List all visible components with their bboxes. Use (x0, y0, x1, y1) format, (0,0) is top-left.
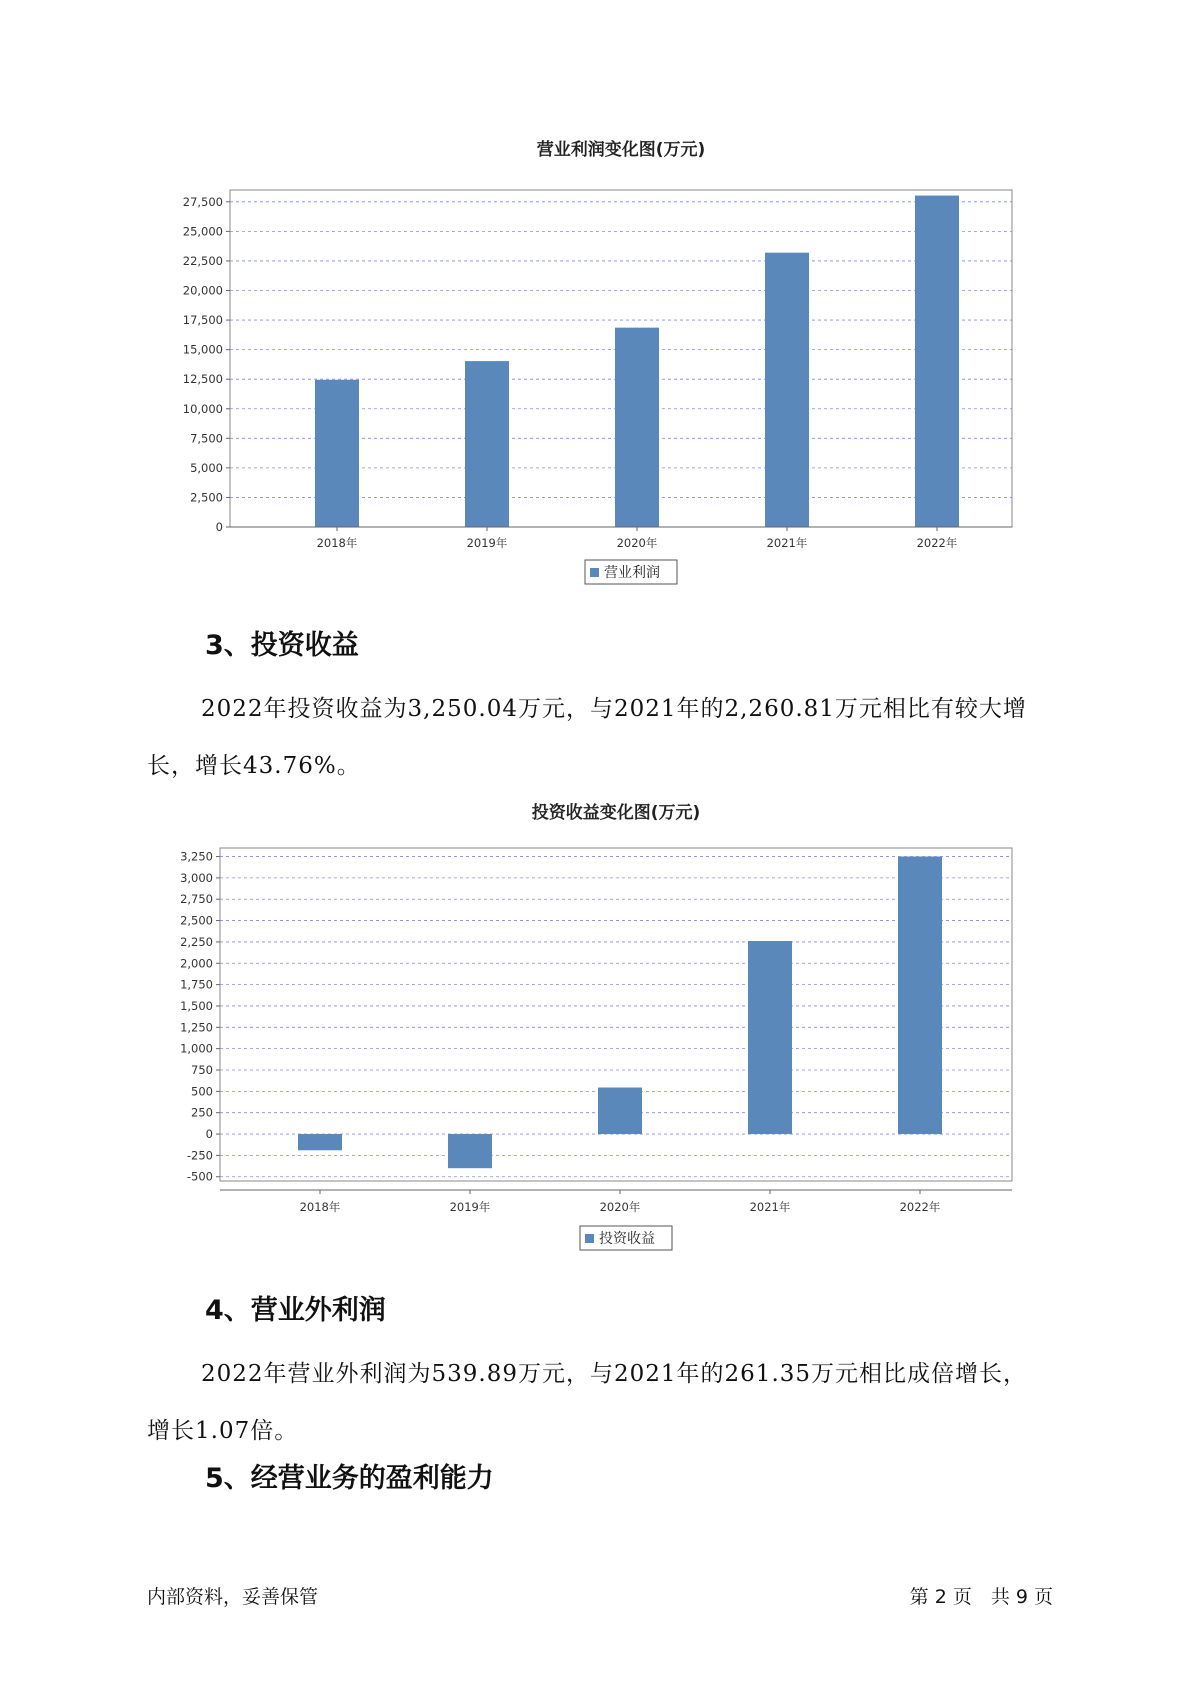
y-tick-label: 1,500 (180, 998, 213, 1013)
x-tick-label: 2021年 (766, 536, 808, 550)
y-tick-label: 20,000 (182, 283, 223, 298)
y-tick-label: 25,000 (182, 224, 223, 239)
y-tick-label: 2,500 (180, 913, 213, 928)
chart-title: 投资收益变化图(万元) (531, 803, 701, 823)
x-tick-label: 2020年 (599, 1200, 641, 1214)
y-tick-label: 15,000 (182, 342, 223, 357)
section-3-paragraph: 2022年投资收益为3,250.04万元，与2021年的2,260.81万元相比有较大增长，增长43.76%。 (147, 696, 1027, 779)
x-tick-label: 2022年 (916, 536, 958, 550)
y-tick-label: 0 (215, 520, 223, 534)
y-tick-label: 1,750 (180, 977, 213, 992)
y-tick-label: 17,500 (182, 313, 223, 328)
legend-label: 营业利润 (604, 565, 660, 581)
x-tick-label: 2021年 (749, 1200, 791, 1214)
y-tick-label: -250 (186, 1148, 213, 1163)
x-tick-label: 2019年 (466, 536, 508, 550)
y-tick-label: 2,750 (180, 892, 213, 907)
legend-swatch (585, 1234, 594, 1243)
y-tick-label: 2,000 (180, 956, 213, 971)
section-4-heading: 4、营业外利润 (205, 1295, 386, 1326)
x-tick-label: 2018年 (299, 1200, 341, 1214)
y-tick-label: 5,000 (190, 460, 223, 475)
section-5-heading: 5、经营业务的盈利能力 (205, 1463, 494, 1494)
y-tick-label: 12,500 (182, 372, 223, 387)
bar-2019年 (448, 1134, 492, 1168)
y-tick-label: 250 (191, 1105, 213, 1120)
y-tick-label: 27,500 (182, 194, 223, 209)
footer-page-number: 第 2 页 共 9 页 (909, 1586, 1053, 1608)
y-tick-label: 500 (191, 1084, 213, 1099)
y-tick-label: 22,500 (182, 253, 223, 268)
bar-2022年 (898, 857, 942, 1135)
section-3-heading: 3、投资收益 (205, 630, 359, 661)
x-tick-label: 2018年 (316, 536, 358, 550)
chart-title: 营业利润变化图(万元) (536, 140, 706, 160)
section-4-paragraph: 2022年营业外利润为539.89万元，与2021年的261.35万元相比成倍增长，增长1.07倍。 (147, 1361, 1028, 1444)
legend-label: 投资收益 (599, 1231, 655, 1247)
y-tick-label: 1,250 (180, 1020, 213, 1035)
y-tick-label: 3,000 (180, 870, 213, 885)
y-tick-label: 2,250 (180, 934, 213, 949)
y-tick-label: 7,500 (190, 431, 223, 446)
bar-2018年 (298, 1134, 342, 1150)
bar-2021年 (748, 941, 792, 1134)
y-tick-label: 750 (191, 1063, 213, 1077)
y-tick-label: 10,000 (182, 401, 223, 416)
y-tick-label: -500 (186, 1169, 213, 1184)
y-tick-label: 0 (205, 1127, 213, 1142)
x-tick-label: 2019年 (449, 1200, 491, 1214)
x-tick-label: 2022年 (899, 1200, 941, 1214)
y-tick-label: 2,500 (190, 490, 223, 505)
footer-confidential-note: 内部资料，妥善保管 (147, 1586, 319, 1608)
y-tick-label: 1,000 (180, 1041, 213, 1056)
x-tick-label: 2020年 (616, 536, 658, 550)
bar-2020年 (598, 1088, 642, 1135)
y-tick-label: 3,250 (180, 849, 213, 864)
